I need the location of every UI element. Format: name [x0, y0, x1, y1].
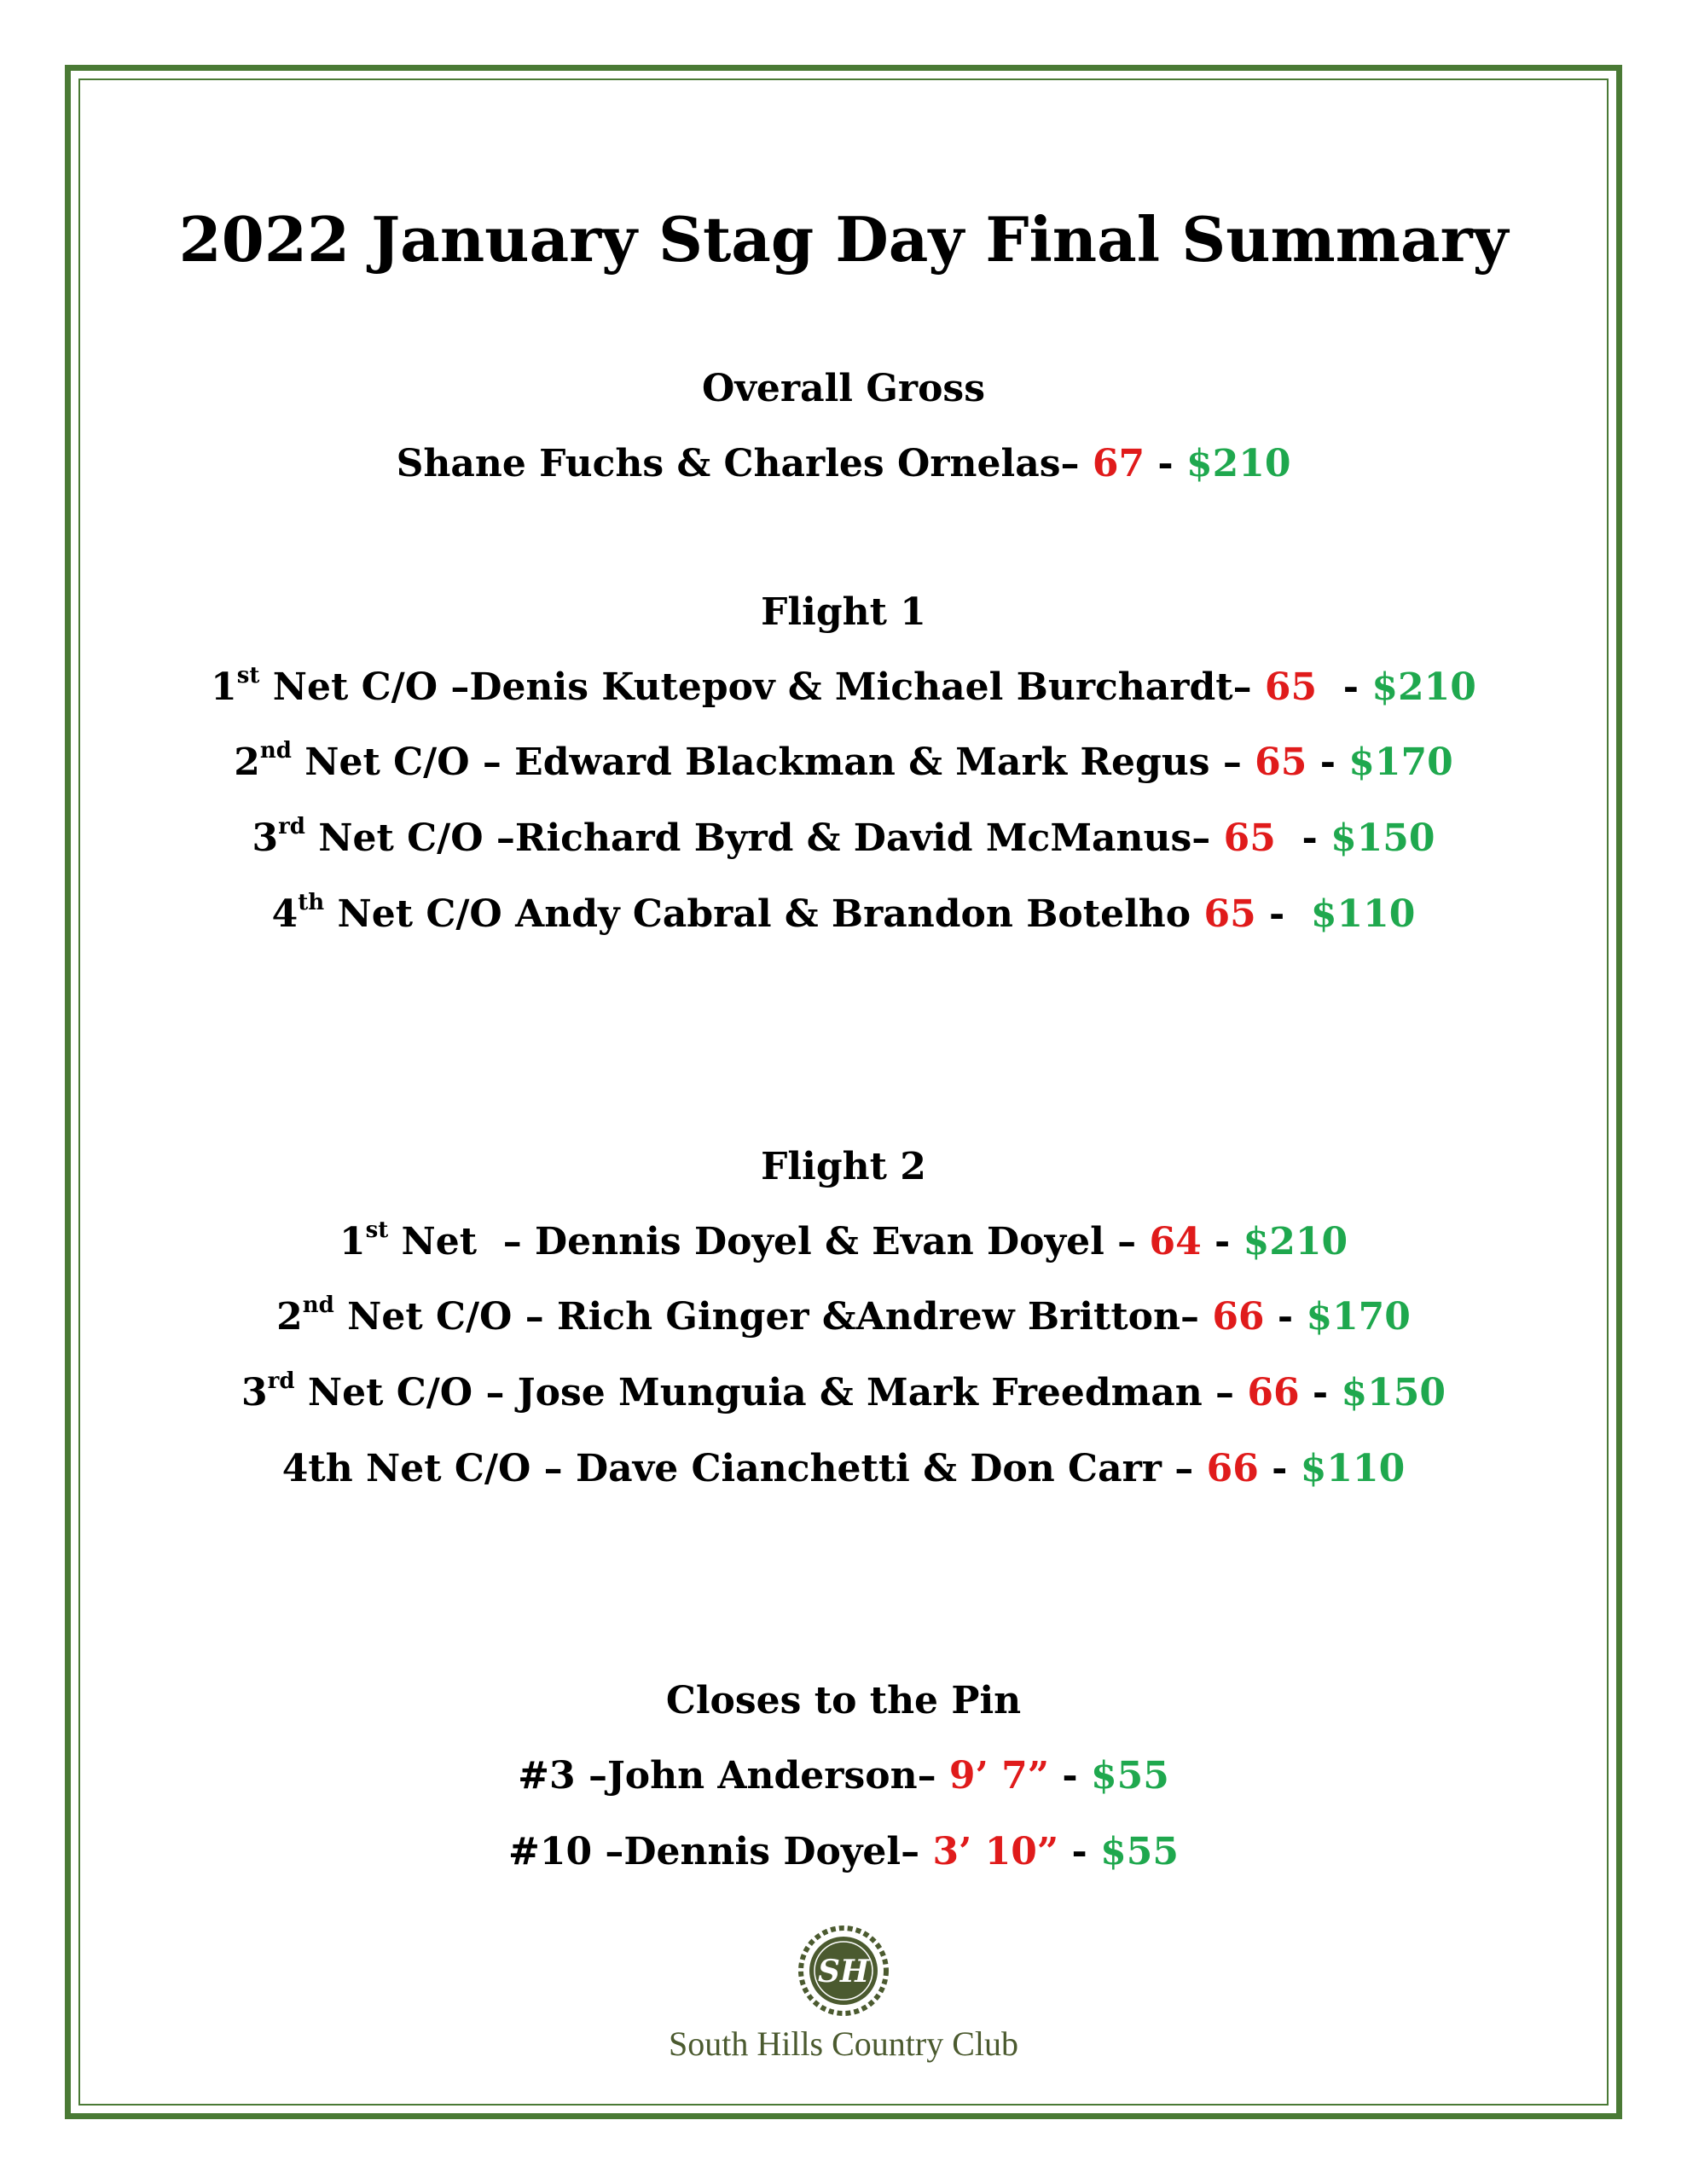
distance: 3’ 10” [932, 1830, 1059, 1873]
closest-to-pin-heading: Closes to the Pin [665, 1679, 1022, 1722]
flight-1-row: 2nd Net C/O – Edward Blackman & Mark Regus – 65 - $170 [234, 738, 1453, 784]
logo-letters: SH [817, 1954, 870, 1989]
club-logo [85, 1924, 1602, 2021]
score: 67 [1092, 442, 1145, 485]
score: 64 [1149, 1220, 1202, 1263]
flight-2-row: 2nd Net C/O – Rich Ginger &Andrew Britton– 66 - $170 [276, 1292, 1411, 1339]
flight-2-heading: Flight 2 [761, 1145, 926, 1188]
score: 65 [1203, 892, 1256, 936]
score: 66 [1206, 1447, 1259, 1490]
distance: 9’ 7” [948, 1754, 1050, 1798]
flight-1-heading: Flight 1 [761, 590, 926, 634]
laurel-wreath-icon [797, 1924, 890, 2018]
flight-2-row: 3rd Net C/O – Jose Munguia & Mark Freedman – 66 - $150 [241, 1368, 1446, 1414]
prize: $55 [1100, 1830, 1179, 1873]
prize: $110 [1300, 1447, 1406, 1490]
overall-gross-row: Shane Fuchs & Charles Ornelas– 67 - $210 [396, 442, 1291, 485]
prize: $110 [1310, 892, 1416, 936]
flight-1-row: 1st Net C/O –Denis Kutepov & Michael Burchardt– 65 - $210 [211, 663, 1476, 709]
prize: $55 [1091, 1754, 1169, 1798]
flight-2-row: 1st Net – Dennis Doyel & Evan Doyel – 64 - $210 [339, 1217, 1348, 1263]
closest-to-pin-row: #10 –Dennis Doyel– 3’ 10” - $55 [507, 1830, 1179, 1873]
score: 65 [1255, 741, 1307, 784]
prize: $170 [1306, 1295, 1411, 1339]
page-title: 2022 January Stag Day Final Summary [178, 203, 1509, 276]
score: 65 [1223, 816, 1276, 860]
prize: $210 [1371, 665, 1476, 709]
score: 66 [1247, 1371, 1300, 1414]
prize: $170 [1348, 741, 1453, 784]
prize: $210 [1243, 1220, 1348, 1263]
score: 65 [1264, 665, 1318, 709]
prize: $150 [1330, 816, 1435, 860]
overall-gross-heading: Overall Gross [702, 367, 985, 410]
flight-1-row: 3rd Net C/O –Richard Byrd & David McManus– 65 - $150 [252, 814, 1435, 860]
prize: $210 [1186, 442, 1291, 485]
club-name: South Hills Country Club [668, 2024, 1019, 2063]
closest-to-pin-row: #3 –John Anderson– 9’ 7” - $55 [518, 1754, 1169, 1798]
flight-2-row: 4th Net C/O – Dave Cianchetti & Don Carr – 66 - $110 [281, 1447, 1406, 1490]
score: 66 [1212, 1295, 1265, 1339]
prize: $150 [1341, 1371, 1446, 1414]
flight-1-row: 4th Net C/O Andy Cabral & Brandon Botelho 65 - $110 [271, 890, 1416, 936]
